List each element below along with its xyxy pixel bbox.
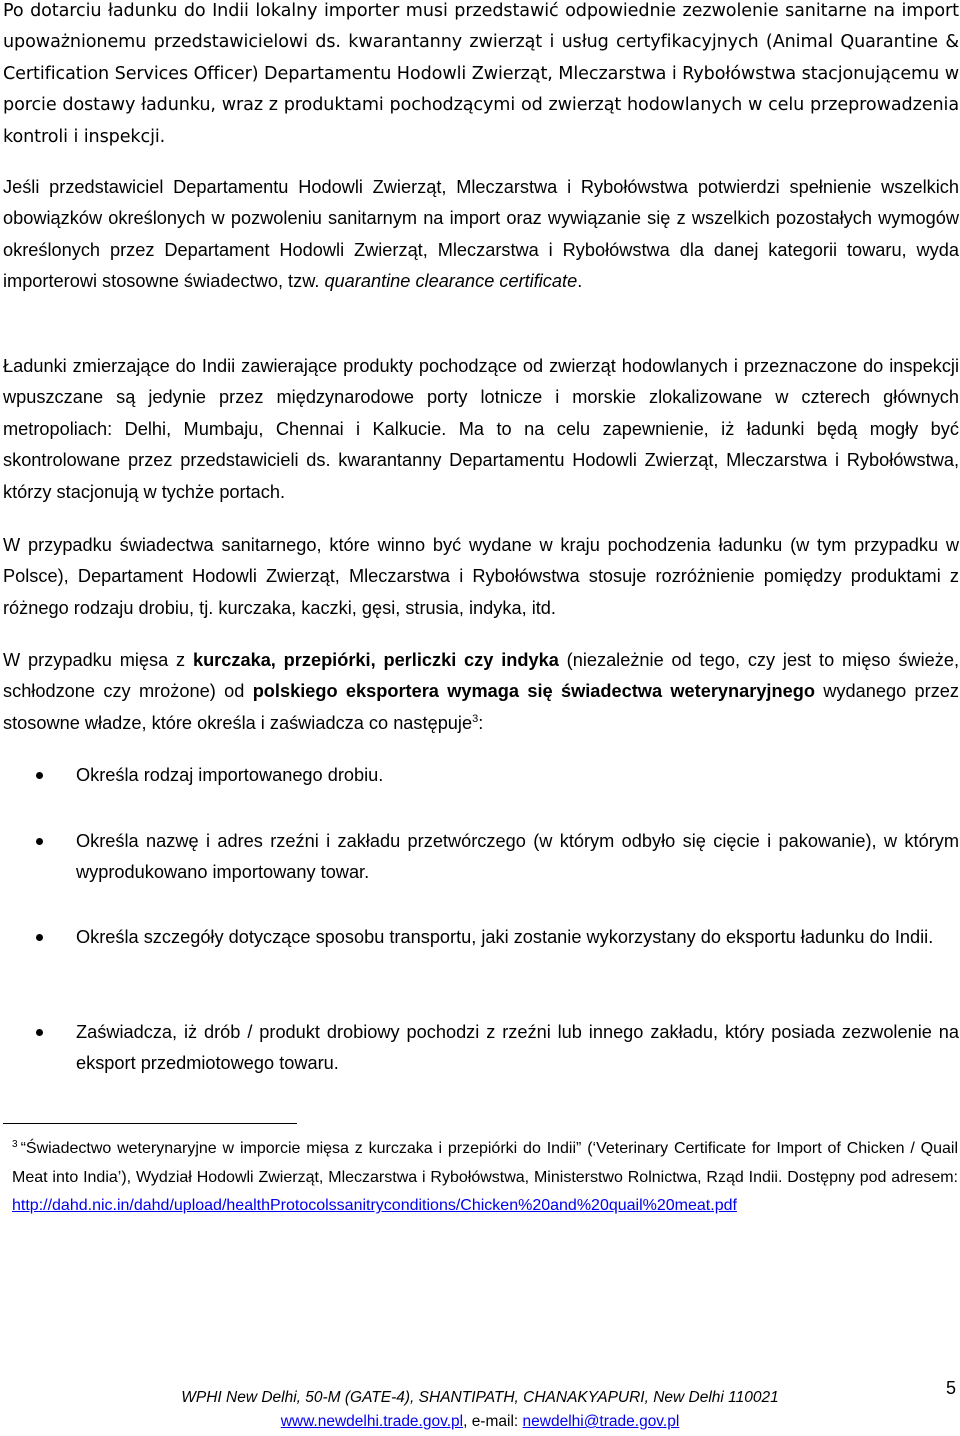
paragraph-text: Ładunki zmierzające do Indii zawierające produkty pochodzące od zwierząt hodowlanych i przeznaczone do inspekcji wpuszczane są jedynie przez międzynarodowe porty lotnicze i morskie zlokalizowane w czterech głównych metropoliach: Delhi, Mumbaju, Chennai i Kalkucie. Ma to na celu zapewnienie, iż ładunki będą mogły być skontrolowane przez przedstawicieli ds. kwarantanny Departamentu Hodowli Zwierząt, Mleczarstwa i Rybołówstwa, którzy stacjonują w tychże portach.	[3, 356, 959, 502]
paragraph-text: :	[478, 712, 484, 733]
footer-contact	[0, 1413, 960, 1431]
website-link[interactable]: www.newdelhi.trade.gov.pl	[280, 1413, 464, 1430]
list-item-text: Określa nazwę i adres rzeźni i zakładu przetwórczego (w którym odbyło się cięcie i pakowanie), w którym wyprodukowano importowany towar.	[76, 831, 959, 883]
paragraph-clearance-certificate	[3, 172, 959, 298]
list-item-text: Określa szczegóły dotyczące sposobu transportu, jaki zostanie wykorzystany do eksportu ładunku do Indii.	[76, 927, 934, 947]
paragraph-veterinary-certificate	[3, 645, 959, 739]
email-label: , e-mail:	[463, 1413, 523, 1430]
footnote-link[interactable]: http://dahd.nic.in/dahd/upload/healthProtocolssanitryconditions/Chicken%20and%20quail%20meat.pdf	[12, 1197, 737, 1215]
italic-term: quarantine clearance certificate	[324, 271, 578, 292]
page-number: 5	[945, 1378, 956, 1398]
footnote-reference: 3	[472, 712, 479, 725]
paragraph-poultry-types	[3, 530, 959, 624]
email-link[interactable]: newdelhi@trade.gov.pl	[522, 1413, 680, 1430]
bold-text: polskiego eksportera wymaga się świadectwa weterynaryjnego	[252, 681, 815, 702]
paragraph-arrival-permit	[3, 0, 959, 153]
paragraph-text: W przypadku świadectwa sanitarnego, które winno być wydane w kraju pochodzenia ładunku (w tym przypadku w Polsce), Departament Hodowli Zwierząt, Mleczarstwa i Rybołówstwa stosuje rozróżnienie pomiędzy produktami z różnego rodzaju drobiu, tj. kurczaka, kaczki, gęsi, strusia, indyka, itd.	[3, 535, 959, 618]
bold-text: kurczaka, przepiórki, perliczki czy indyka	[192, 650, 559, 670]
list-item-text: Zaświadcza, iż drób / produkt drobiowy pochodzi z rzeźni lub innego zakładu, który posiada zezwolenie na eksport przedmiotowego towaru.	[76, 1022, 959, 1074]
paragraph-entry-ports	[3, 351, 959, 508]
footnote-number: 3	[12, 1139, 18, 1150]
bullet-icon	[36, 772, 43, 779]
paragraph-text: (niezależnie od tego, czy jest to mięso świeże, schłodzone czy mrożone) od	[3, 650, 959, 702]
paragraph-text: Po dotarciu ładunku do Indii lokalny importer musi przedstawić odpowiednie zezwolenie sanitarne na import upoważnionemu przedstawicielowi ds. kwarantanny zwierząt i usług certyfikacyjnych (Animal Quarantine & Certification Services Officer) Departamentu Hodowli Zwierząt, Mleczarstwa i Rybołówstwa stacjonującemu w porcie dostawy ładunku, wraz z produktami pochodzącymi od zwierząt hodowlanych w celu przeprowadzenia kontroli i inspekcji.	[3, 1, 959, 147]
paragraph-text: Jeśli przedstawiciel Departamentu Hodowli Zwierząt, Mleczarstwa i Rybołówstwa potwierdzi spełnienie wszelkich obowiązków określonych w pozwoleniu sanitarnym na import oraz wywiązanie się z wszelkich pozostałych wymogów określonych przez Departament Hodowli Zwierząt, Mleczarstwa i Rybołówstwa dla danej kategorii towaru, wyda importerowi stosowne świadectwo, tzw.	[3, 177, 959, 292]
paragraph-text: W przypadku mięsa z	[3, 650, 193, 670]
bullet-icon	[36, 934, 43, 941]
footer-address-text: WPHI New Delhi, 50-M (GATE-4), SHANTIPATH, CHANAKYAPURI, New Delhi 110021	[181, 1389, 779, 1406]
footnote-separator	[3, 1123, 297, 1124]
paragraph-text: .	[577, 271, 583, 292]
footer-address	[0, 1389, 960, 1407]
bullet-icon	[36, 1029, 43, 1036]
paragraph-text: wydanego przez stosowne władze, które określa i zaświadcza co następuje	[3, 681, 959, 733]
footnote-text: “Świadectwo weterynaryjne w imporcie mięsa z kurczaka i przepiórki do Indii” (‘Veterinary Certificate for Import of Chicken / Quail Meat into India’), Wydział Hodowli Zwierząt, Mleczarstwa i Rybołówstwa, Ministerstwo Rolnictwa, Rząd Indii. Dostępny pod adresem:	[12, 1140, 958, 1186]
bullet-icon	[36, 838, 43, 845]
footnote	[12, 1135, 958, 1221]
list-item-text: Określa rodzaj importowanego drobiu.	[76, 765, 384, 785]
